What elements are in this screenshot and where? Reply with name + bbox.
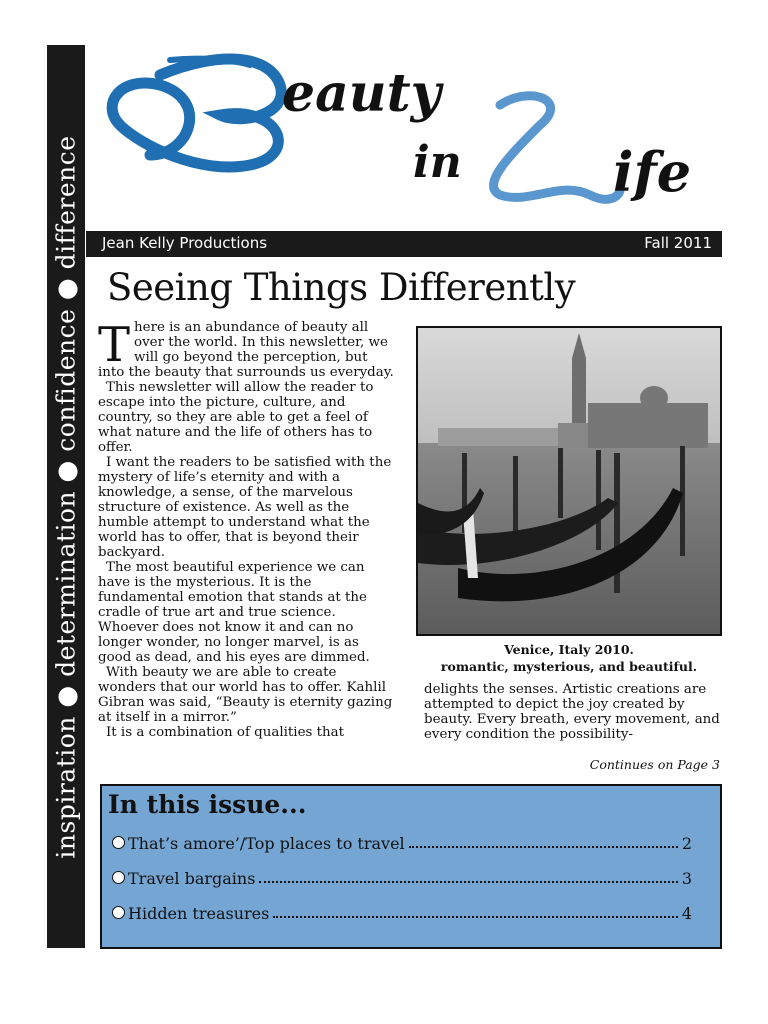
article-paragraph: The most beautiful experience we can have is the mysterious. It is the fundamental emotion that stands at the cradle of true art and true science. Whoever does not know it and can no longer wonder, no longer marvel, is as good as dead, and his eyes are dimmed. bbox=[98, 560, 370, 665]
issue-item[interactable] bbox=[112, 901, 692, 923]
photo-caption bbox=[416, 641, 722, 675]
masthead bbox=[100, 45, 725, 225]
article-paragraph: There is an abundance of beauty all over the world. In this newsletter, we will go beyond the perception, but into the beauty that surrounds us everyday. bbox=[98, 317, 394, 380]
circle-bullet-icon bbox=[112, 871, 125, 884]
page-title: Seeing Things Differently bbox=[107, 266, 576, 309]
issue-item[interactable] bbox=[112, 866, 692, 888]
article-body bbox=[98, 317, 396, 740]
circle-bullet-icon bbox=[112, 906, 125, 919]
article-paragraph: It is a combination of qualities that bbox=[106, 725, 345, 740]
producer-name: Jean Kelly Productions bbox=[102, 234, 268, 252]
issue-item-label: Hidden treasures bbox=[128, 904, 270, 923]
in-this-issue-title: In this issue... bbox=[108, 790, 307, 819]
issue-item[interactable] bbox=[112, 831, 692, 853]
issue-item-label: Travel bargains bbox=[128, 869, 256, 888]
article-paragraph: With beauty we are able to create wonders that our world has to offer. Kahlil Gibran was said, “Beauty is eternity gazing at itself in a mirror.” bbox=[98, 665, 393, 725]
masthead-beauty: eauty bbox=[282, 63, 441, 124]
in-this-issue-box bbox=[100, 784, 722, 949]
issue-item-page: 3 bbox=[681, 869, 692, 888]
circle-bullet-icon bbox=[112, 836, 125, 849]
header-band bbox=[86, 231, 722, 257]
article-paragraph: This newsletter will allow the reader to escape into the picture, culture, and country, so they are able to get a feel of what nature and the life of others has to offer. bbox=[98, 380, 374, 455]
continues-link[interactable]: Continues on Page 3 bbox=[589, 757, 720, 772]
issue-date: Fall 2011 bbox=[644, 234, 712, 252]
side-banner bbox=[47, 45, 85, 948]
issue-item-page: 2 bbox=[681, 834, 692, 853]
article-continued: delights the senses. Artistic creations are attempted to depict the joy created by beauty. Every breath, every movement, and every condition the possibility- bbox=[424, 682, 720, 742]
caption-location: Venice, Italy 2010. bbox=[504, 642, 634, 657]
masthead-in: in bbox=[413, 137, 462, 188]
caption-description: romantic, mysterious, and beautiful. bbox=[440, 659, 698, 674]
side-banner-text: inspiration ● determination ● confidence ● difference bbox=[51, 134, 81, 859]
issue-item-page: 4 bbox=[681, 904, 692, 923]
article-paragraph: I want the readers to be satisfied with the mystery of life’s eternity and with a knowledge, a sense, of the marvelous structure of existence. As well as the humble attempt to understand what the world has to offer, that is beyond their backyard. bbox=[98, 455, 392, 560]
venice-photo bbox=[416, 326, 722, 636]
drop-cap: T bbox=[98, 317, 131, 373]
masthead-life: ife bbox=[613, 140, 692, 204]
issue-item-label: That’s amore’/Top places to travel bbox=[128, 834, 405, 853]
